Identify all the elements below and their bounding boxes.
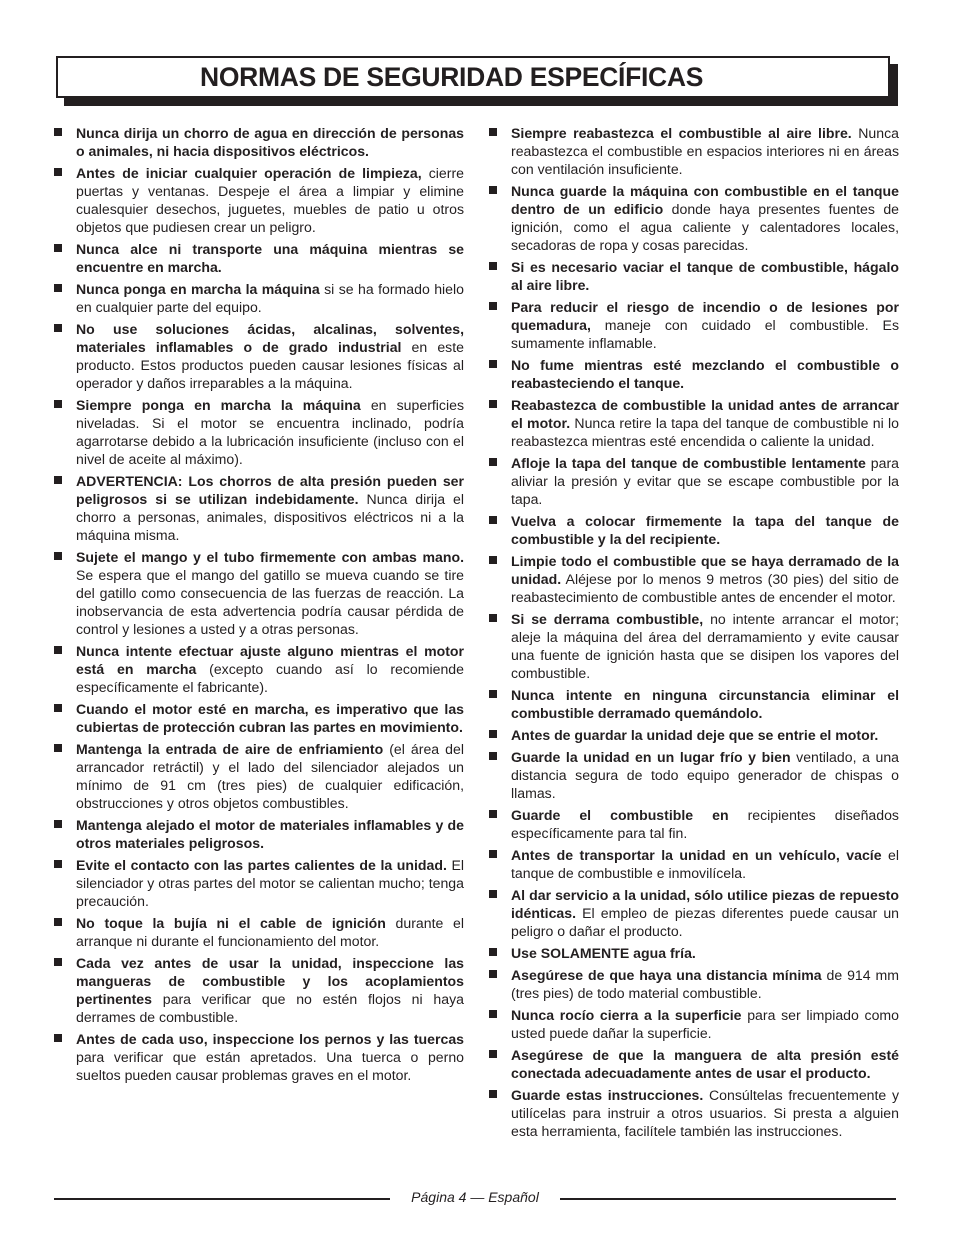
rule-text: no intente arrancar el motor; aleje la máquina del área del derramamiento y evite causar una fuente de ignición hasta que se disipen los vapores del combustible. [511,611,899,681]
rule-emphasis: Antes de guardar la unidad deje que se entrie el motor. [511,727,879,743]
rule-emphasis: Para reducir el riesgo de incendio o de lesiones por quemadura, [511,299,899,333]
square-bullet-icon [489,690,497,698]
rule-text: recipientes diseñados específicamente para tal fin. [511,807,899,841]
safety-rule-item [489,1086,899,1140]
rule-text: Aléjese por lo menos 9 metros (30 pies) del sitio de reabastecimiento de combustible antes de encender el motor. [511,571,899,605]
square-bullet-icon [54,820,62,828]
safety-rule-item [54,856,464,910]
rule-text: para verificar que están apretados. Una tuerca o perno sueltos pueden causar problemas graves en el motor. [76,1049,464,1083]
rule-emphasis: Evite el contacto con las partes calientes de la unidad. [76,857,447,873]
rule-emphasis: Mantenga la entrada de aire de enfriamiento [76,741,384,757]
rule-emphasis: Guarde el combustible en [511,807,729,823]
section-header [56,56,898,106]
rule-emphasis: No fume mientras esté mezclando el combustible o reabasteciendo el tanque. [511,357,899,391]
rule-text: durante el arranque ni durante el funcionamiento del motor. [76,915,464,949]
square-bullet-icon [489,614,497,622]
rule-text: (excepto cuando así lo recomiende específicamente el fabricante). [76,661,464,695]
safety-rule-item [489,944,899,962]
safety-rule-item [489,396,899,450]
rule-emphasis: Nunca guarde la máquina con combustible en el tanque dentro de un edificio [511,183,899,217]
safety-rule-item [489,258,899,294]
rule-emphasis: No use soluciones ácidas, alcalinas, solventes, materiales inflamables o de grado industrial [76,321,464,355]
safety-rule-item [489,806,899,842]
square-bullet-icon [54,704,62,712]
header-box [56,56,890,98]
right-column [489,124,899,1144]
rule-emphasis: Nunca alce ni transporte una máquina mientras se encuentre en marcha. [76,241,464,275]
safety-rule-item [489,454,899,508]
square-bullet-icon [489,262,497,270]
safety-rule-item [489,124,899,178]
safety-rule-item [54,472,464,544]
square-bullet-icon [54,284,62,292]
square-bullet-icon [489,128,497,136]
safety-rule-item [54,280,464,316]
square-bullet-icon [54,244,62,252]
square-bullet-icon [489,810,497,818]
page-footer [54,1188,896,1208]
square-bullet-icon [54,918,62,926]
rule-emphasis: No toque la bujía ni el cable de ignición [76,915,386,931]
safety-rule-item [54,320,464,392]
square-bullet-icon [489,970,497,978]
rule-text: para ser limpiado como usted puede dañar la superficie. [511,1007,900,1041]
safety-rule-item [54,816,464,852]
rule-emphasis: Asegúrese de que la manguera de alta presión esté conectada adecuadamente antes de usar el producto. [511,1047,899,1081]
safety-rule-item [54,124,464,160]
square-bullet-icon [489,948,497,956]
rule-emphasis: Siempre ponga en marcha la máquina [76,397,361,413]
rule-emphasis: ADVERTENCIA: Los chorros de alta presión pueden ser peligrosos si se utilizan indebidamente. [76,473,464,507]
square-bullet-icon [54,552,62,560]
safety-rule-item [489,966,899,1002]
safety-rule-item [489,182,899,254]
rule-text: para aliviar la presión y evitar que se escape combustible por la tapa. [511,455,900,507]
safety-rule-item [489,1046,899,1082]
footer-rule-right [560,1198,896,1200]
rule-text: de 914 mm (tres pies) de todo material combustible. [511,967,899,1001]
safety-rule-item [54,740,464,812]
safety-rule-item [489,356,899,392]
safety-rule-item [54,240,464,276]
square-bullet-icon [489,1050,497,1058]
rule-text: Nunca dirija el chorro a personas, animales, dispositivos eléctricos ni a la máquina misma. [76,491,464,543]
rule-emphasis: Siempre reabastezca el combustible al aire libre. [511,125,852,141]
square-bullet-icon [54,400,62,408]
safety-rule-item [489,298,899,352]
rule-emphasis: Afloje la tapa del tanque de combustible lentamente [511,455,866,471]
square-bullet-icon [489,400,497,408]
safety-rule-item [54,914,464,950]
square-bullet-icon [54,860,62,868]
rule-emphasis: Antes de cada uso, inspeccione los pernos y las tuercas [76,1031,464,1047]
rule-emphasis: Nunca rocío cierra a la superficie [511,1007,742,1023]
square-bullet-icon [489,360,497,368]
rule-emphasis: Sujete el mango y el tubo firmemente con ambas mano. [76,549,464,565]
square-bullet-icon [489,730,497,738]
rule-text: El silenciador y otras partes del motor se calientan mucho; tenga precaución. [76,857,464,909]
safety-rule-item [489,1006,899,1042]
rule-emphasis: Guarde estas instrucciones. [511,1087,704,1103]
rule-text: para verificar que no estén flojos ni haya derrames de combustible. [76,991,464,1025]
safety-rule-item [54,954,464,1026]
rule-text: cierre puertas y ventanas. Despeje el área a limpiar y elimine cualesquier desechos, juguetes, muebles de patio u otros objetos que pudiesen crear un peligro. [76,165,464,235]
square-bullet-icon [489,850,497,858]
rule-emphasis: Nunca ponga en marcha la máquina [76,281,320,297]
safety-rule-item [54,548,464,638]
page-title: NORMAS DE SEGURIDAD ESPECÍFICAS [200,61,704,92]
safety-rule-item [489,748,899,802]
square-bullet-icon [54,128,62,136]
rule-emphasis: Guarde la unidad en un lugar frío y bien [511,749,791,765]
rule-emphasis: Antes de transportar la unidad en un vehículo, vacíe [511,847,882,863]
square-bullet-icon [489,556,497,564]
rule-text: en este producto. Estos productos pueden causar lesiones físicas al operador y daños irreparables a la máquina. [76,339,464,391]
square-bullet-icon [489,890,497,898]
rule-text: donde haya presentes fuentes de ignición, como el agua caliente y calentadores locales, secadoras de ropa y cosas parecidas. [511,201,900,253]
rule-text: si se ha formado hielo en cualquier parte del equipo. [76,281,464,315]
rule-text: ventilado, a una distancia segura de todo equipo generador de chispas o llamas. [511,749,900,801]
page-number: Página 4 — Español [411,1189,539,1205]
safety-rule-item [54,164,464,236]
rule-emphasis: Reabastezca de combustible la unidad antes de arrancar el motor. [511,397,899,431]
safety-rule-item [489,610,899,682]
rule-emphasis: Nunca dirija un chorro de agua en dirección de personas o animales, ni hacia dispositivos eléctricos. [76,125,464,159]
safety-rule-item [54,642,464,696]
square-bullet-icon [54,958,62,966]
square-bullet-icon [489,1090,497,1098]
safety-rule-item [489,886,899,940]
rule-emphasis: Vuelva a colocar firmemente la tapa del tanque de combustible y la del recipiente. [511,513,899,547]
square-bullet-icon [489,302,497,310]
square-bullet-icon [54,476,62,484]
square-bullet-icon [489,186,497,194]
rule-emphasis: Si se derrama combustible, [511,611,704,627]
rule-emphasis: Use SOLAMENTE agua fría. [511,945,696,961]
rule-emphasis: Al dar servicio a la unidad, sólo utilice piezas de repuesto idénticas. [511,887,899,921]
rule-emphasis: Cada vez antes de usar la unidad, inspeccione las mangueras de combustible y los acoplamientos pertinentes [76,955,464,1007]
square-bullet-icon [489,752,497,760]
square-bullet-icon [54,168,62,176]
left-column [54,124,464,1088]
safety-rule-item [54,396,464,468]
rule-text: Nunca retire la tapa del tanque de combustible ni lo reabastezca mientras esté encendida o caliente la unidad. [511,415,899,449]
rule-text: Se espera que el mango del gatillo se mueva cuando se tire del gatillo como consecuencia de las fuerzas de reacción. La inobservancia de esta advertencia podría causar pérdida de control y lesiones a usted y a otras personas. [76,567,464,637]
safety-rule-item [489,512,899,548]
rule-emphasis: Cuando el motor esté en marcha, es imperativo que las cubiertas de protección cubran las partes en movimiento. [76,701,464,735]
rule-text: Nunca reabastezca el combustible en espacios interiores ni en áreas con ventilación insuficiente. [511,125,899,177]
square-bullet-icon [489,1010,497,1018]
rule-emphasis: Limpie todo el combustible que se haya derramado de la unidad. [511,553,899,587]
square-bullet-icon [489,458,497,466]
rule-emphasis: Nunca intente en ninguna circunstancia eliminar el combustible derramado quemándolo. [511,687,899,721]
rule-emphasis: Mantenga alejado el motor de materiales inflamables y de otros materiales peligrosos. [76,817,464,851]
square-bullet-icon [489,516,497,524]
rule-text: El empleo de piezas diferentes puede causar un peligro o dañar el producto. [511,905,899,939]
rule-emphasis: Asegúrese de que haya una distancia mínima [511,967,822,983]
safety-rule-item [489,846,899,882]
square-bullet-icon [54,744,62,752]
square-bullet-icon [54,324,62,332]
square-bullet-icon [54,646,62,654]
footer-rule-left [54,1198,390,1200]
rule-emphasis: Si es necesario vaciar el tanque de combustible, hágalo al aire libre. [511,259,899,293]
rule-text: maneje con cuidado el combustible. Es sumamente inflamable. [511,317,899,351]
rule-emphasis: Nunca intente efectuar ajuste alguno mientras el motor está en marcha [76,643,464,677]
safety-rule-item [54,700,464,736]
square-bullet-icon [54,1034,62,1042]
rule-emphasis: Antes de iniciar cualquier operación de limpieza, [76,165,422,181]
rule-text: Consúltelas frecuentemente y utilícelas para instruir a otros usuarios. Si presta a alguien esta herramienta, facilítele también las instrucciones. [511,1087,899,1139]
safety-rule-item [489,726,899,744]
safety-rule-item [54,1030,464,1084]
rule-text: el tanque de combustible e inmovilícela. [511,847,899,881]
safety-rule-item [489,686,899,722]
rule-text: (el área del arrancador retráctil) y el lado del silenciador alejados un mínimo de 91 cm (tres pies) de cualquier edificación, obstrucciones y otros objetos combustibles. [76,741,464,811]
safety-rule-item [489,552,899,606]
rule-text: en superficies niveladas. Si el motor se encuentra inclinado, podría agarrotarse debido a la lubricación insuficiente (incluso con el nivel de aceite al máximo). [76,397,464,467]
